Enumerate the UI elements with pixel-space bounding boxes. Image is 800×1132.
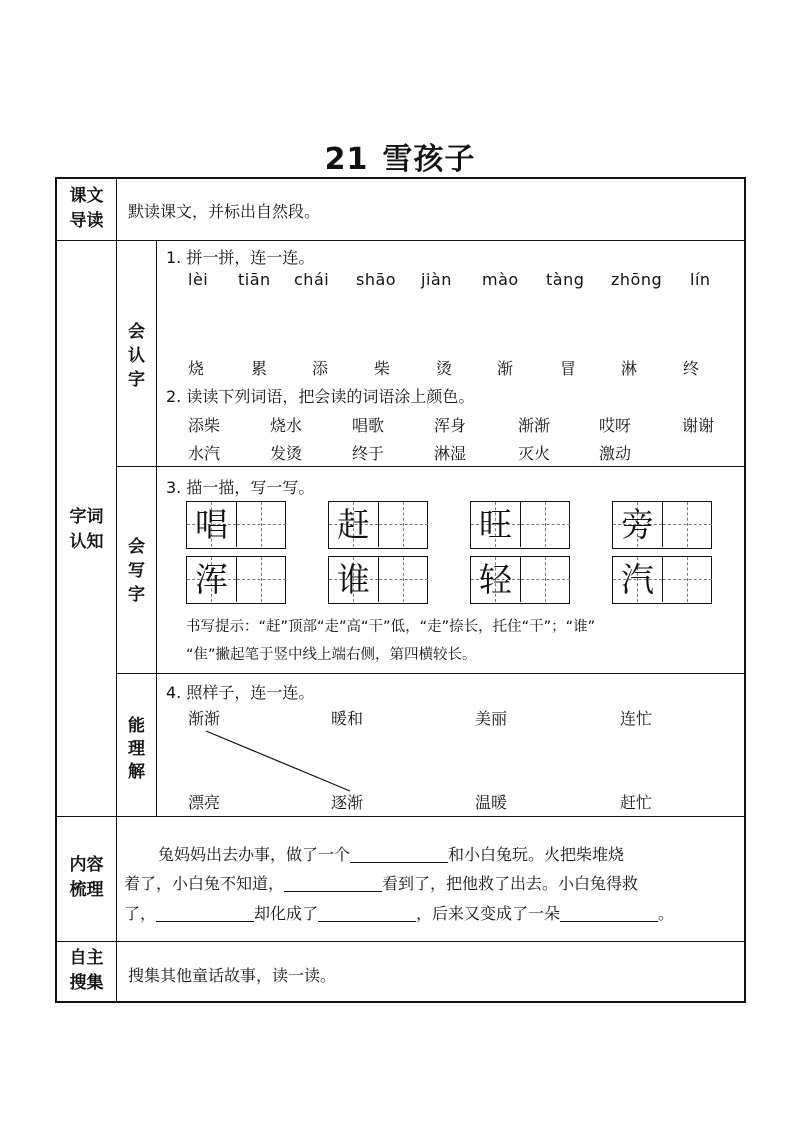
model-character: 旺 <box>479 505 512 544</box>
answer-blank[interactable] <box>156 920 254 922</box>
summary-text: 。 <box>658 904 675 923</box>
answer-blank[interactable] <box>560 920 658 922</box>
character: 柴 <box>374 359 391 378</box>
match-word[interactable]: 赶忙 <box>620 793 653 812</box>
lesson-number: 21 <box>324 142 369 177</box>
word: 水汽 <box>188 444 221 463</box>
word: 激动 <box>599 444 632 463</box>
word: 烧水 <box>270 416 303 435</box>
search-text: 搜集其他童话故事，读一读。 <box>128 966 337 985</box>
label-char: 字 <box>128 585 145 605</box>
word: 浑身 <box>434 416 467 435</box>
label-text: 认知 <box>69 532 104 552</box>
summary-line-3 <box>124 901 674 924</box>
word: 添柴 <box>188 416 221 435</box>
word: 灭火 <box>518 444 551 463</box>
guide-text: 默读课文，并标出自然段。 <box>128 202 321 221</box>
pinyin: shāo <box>356 270 397 289</box>
pinyin: lèi <box>188 270 209 289</box>
match-word[interactable]: 逐渐 <box>331 793 364 812</box>
word: 唱歌 <box>352 416 385 435</box>
answer-blank[interactable] <box>318 920 416 922</box>
model-character: 汽 <box>621 560 654 599</box>
model-character: 旁 <box>621 505 654 544</box>
character: 烫 <box>436 359 453 378</box>
label-text: 课文 <box>69 186 104 206</box>
word: 淋湿 <box>434 444 467 463</box>
label-char: 会 <box>128 537 145 557</box>
match-word[interactable]: 暖和 <box>331 709 364 728</box>
match-word[interactable]: 连忙 <box>620 709 653 728</box>
label-text: 导读 <box>69 211 104 231</box>
writing-tip-line-1: 书写提示：“赶”顶部“走”高“干”低，“走”捺长，托住“干”；“谁” <box>186 619 596 635</box>
label-text: 搜集 <box>69 973 104 993</box>
lesson-title: 雪孩子 <box>382 142 476 177</box>
model-character: 谁 <box>337 560 370 599</box>
summary-text: 和小白兔玩。火把柴堆烧 <box>448 845 625 864</box>
label-char: 认 <box>128 346 145 366</box>
match-word[interactable]: 渐渐 <box>188 709 221 728</box>
character: 终 <box>683 359 700 378</box>
label-char: 理 <box>128 739 145 759</box>
writing-tip-line-2: “隹”撇起笔于竖中线上端右侧，第四横较长。 <box>186 647 477 663</box>
word: 渐渐 <box>518 416 551 435</box>
summary-text: 看到了，把他救了出去。小白兔得救 <box>382 874 639 893</box>
summary-text: ，后来又变成了一朵 <box>416 904 561 923</box>
model-character: 轻 <box>479 560 512 599</box>
summary-line-1 <box>158 842 624 865</box>
q1-title: 1. 拼一拼，连一连。 <box>166 248 315 267</box>
word: 发烫 <box>270 444 303 463</box>
answer-blank[interactable] <box>284 890 382 892</box>
summary-text: 着了，小白兔不知道， <box>124 874 285 893</box>
character: 累 <box>251 359 268 378</box>
model-character: 赶 <box>337 505 370 544</box>
q4-title: 4. 照样子，连一连。 <box>166 683 315 702</box>
pinyin: tàng <box>546 270 585 289</box>
character: 淋 <box>621 359 638 378</box>
model-character: 浑 <box>195 560 228 599</box>
pinyin: jiàn <box>421 270 452 289</box>
match-word[interactable]: 漂亮 <box>188 793 221 812</box>
section-label-search <box>57 946 116 996</box>
word: 终于 <box>352 444 385 463</box>
pinyin: mào <box>482 270 519 289</box>
character: 渐 <box>497 359 514 378</box>
character: 添 <box>312 359 329 378</box>
label-text: 内容 <box>69 855 104 875</box>
label-text: 自主 <box>69 948 104 968</box>
label-char: 字 <box>128 370 145 390</box>
pinyin: tiān <box>238 270 271 289</box>
label-text: 字词 <box>69 507 104 527</box>
summary-text: 了， <box>124 904 157 923</box>
label-char: 会 <box>128 322 145 342</box>
answer-blank[interactable] <box>350 861 448 863</box>
word: 谢谢 <box>682 416 715 435</box>
word: 哎呀 <box>599 416 632 435</box>
summary-text: 兔妈妈出去办事，做了一个 <box>158 845 351 864</box>
character: 烧 <box>188 359 205 378</box>
q3-title: 3. 描一描，写一写。 <box>166 478 315 497</box>
pinyin: zhōng <box>611 270 663 289</box>
q2-title: 2. 读读下列词语，把会读的词语涂上颜色。 <box>166 387 475 406</box>
label-char: 写 <box>128 561 145 581</box>
label-char: 解 <box>128 762 145 782</box>
pinyin: chái <box>294 270 330 289</box>
label-text: 梳理 <box>69 880 104 900</box>
match-word[interactable]: 温暖 <box>475 793 508 812</box>
pinyin: lín <box>690 270 711 289</box>
label-char: 能 <box>128 716 145 736</box>
model-character: 唱 <box>195 505 228 544</box>
character: 冒 <box>560 359 577 378</box>
section-label-content <box>57 853 116 903</box>
summary-text: 却化成了 <box>254 904 319 923</box>
summary-line-2 <box>124 871 638 894</box>
match-word[interactable]: 美丽 <box>475 709 508 728</box>
